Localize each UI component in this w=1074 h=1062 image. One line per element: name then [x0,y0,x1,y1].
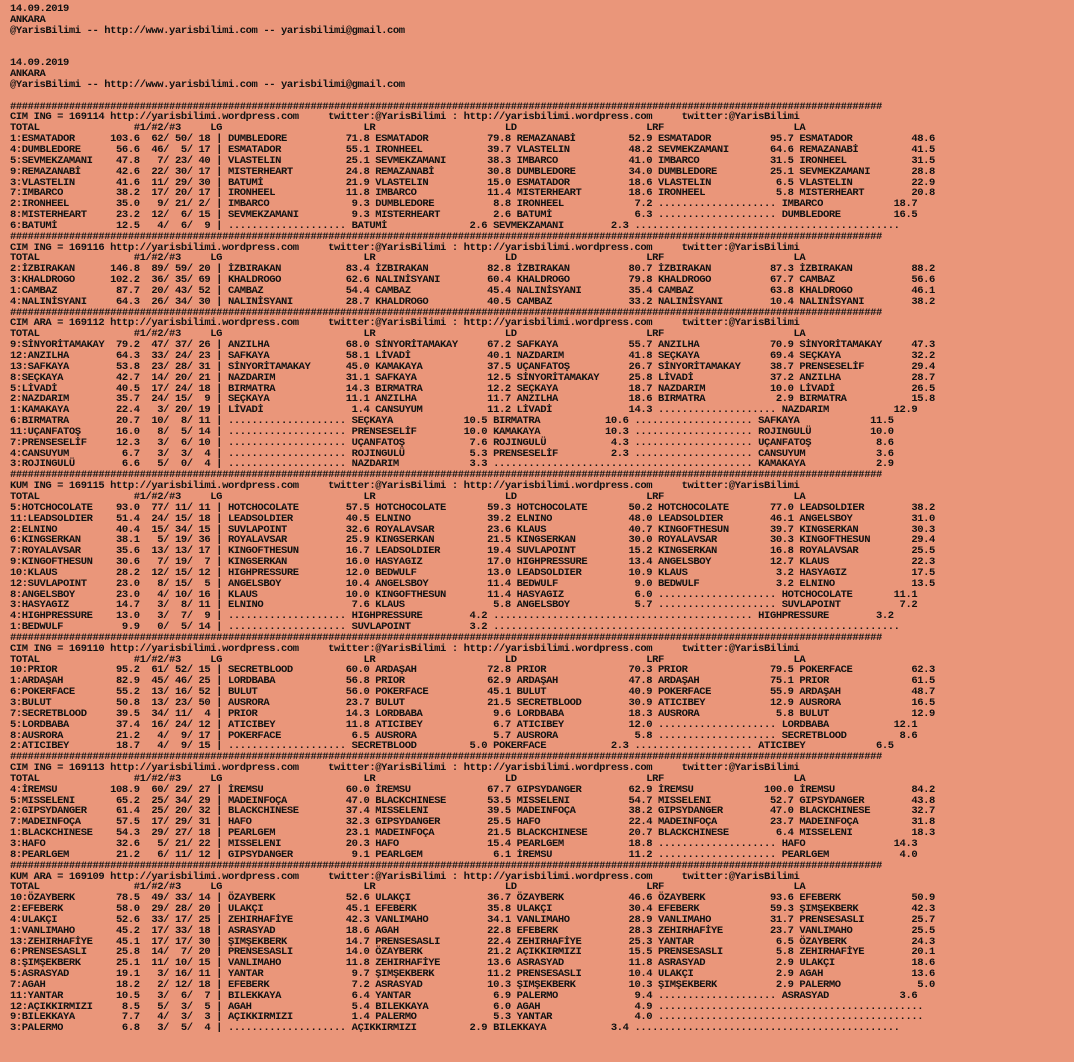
result-row: 2:İZBIRAKAN 146.8 89/ 59/ 20 | İZBIRAKAN 83.4 İZBIRAKAN 82.8 İZBIRAKAN 80.7 İZBIRAKAN 87.3 İZBIRAKAN 88.2 [10,263,935,276]
result-row: 11:YANTAR 10.5 3/ 6/ 7 | BILEKKAYA 6.4 YANTAR 6.9 PALERMO 9.4 .................... ASRASYAD 3.6 [10,989,918,1002]
result-row: 12:SUVLAPOINT 23.0 8/ 15/ 5 | ANGELSBOY 10.4 ANGELSBOY 11.4 BEDWULF 9.0 BEDWULF 3.2 ELNINO 13.5 [10,577,935,590]
report-date: 14.09.2019 [10,57,69,70]
result-row: 12:AÇIKKIRMIZI 8.5 5/ 3/ 5 | AGAH 5.4 BILEKKAYA 6.0 AGAH 4.9 ............................................. [10,1000,924,1013]
result-row: 6:BATUMİ 12.5 4/ 6/ 9 | .................... BATUMİ 2.6 SEVMEKZAMANI 2.3 ............................................. [10,219,900,232]
result-row: 9:REMAZANABİ 42.6 22/ 30/ 17 | MISTERHEART 24.8 REMAZANABİ 30.8 DUMBLEDORE 34.0 DUMBLEDORE 25.1 SEVMEKZAMANI 28.8 [10,165,935,178]
result-row: 4:ULAKÇI 52.6 33/ 17/ 25 | ZEHIRHAFİYE 42.3 VANLIMAHO 34.1 VANLIMAHO 28.9 VANLIMAHO 31.7 PRENSESASLI 25.7 [10,913,935,926]
report-city: ANKARA [10,68,46,81]
column-header: TOTAL #1/#2/#3 LG LR LD LRF LA [10,328,806,341]
column-header: TOTAL #1/#2/#3 LG LR LD LRF LA [10,252,806,265]
result-row: 10:ÖZAYBERK 78.5 49/ 33/ 14 | ÖZAYBERK 52.6 ULAKÇI 36.7 ÖZAYBERK 46.6 ÖZAYBERK 93.6 EFEBERK 50.9 [10,892,935,905]
separator-line: #################################################################################################################################################### [10,751,882,764]
result-row: 7:PRENSESELİF 12.3 3/ 6/ 10 | .................... UÇANFATOŞ 7.6 ROJINGULÜ 4.3 .................... UÇANFATOŞ 8.6 [10,436,894,449]
result-row: 3:ROJINGULÜ 6.6 5/ 0/ 4 | .................... NAZDARIM 3.3 ............................................ KAMAKAYA 2.9 [10,458,894,471]
column-header: TOTAL #1/#2/#3 LG LR LD LRF LA [10,653,806,666]
result-row: 4:NALINİSYANI 64.3 26/ 34/ 30 | NALINİSYANI 28.7 KHALDROGO 40.5 CAMBAZ 33.2 NALINİSYANI 10.4 NALINİSYANI 38.2 [10,295,935,308]
result-row: 10:PRIOR 95.2 61/ 52/ 15 | SECRETBLOOD 60.0 ARDAŞAH 72.8 PRIOR 70.3 PRIOR 79.5 POKERFACE 62.3 [10,664,935,677]
result-row: 8:ŞIMŞEKBERK 25.1 11/ 10/ 15 | VANLIMAHO 11.8 ZEHIRHAFİYE 13.6 ASRASYAD 11.8 ASRASYAD 2.9 ULAKÇI 18.6 [10,957,935,970]
separator-line: #################################################################################################################################################### [10,306,882,319]
report-date: 14.09.2019 [10,3,69,15]
result-row: 6:PRENSESASLI 25.8 14/ 7/ 20 | PRENSESASLI 14.0 ÖZAYBERK 21.2 AÇIKKIRMIZI 15.5 PRENSESASLI 5.8 ZEHIRHAFİYE 20.1 [10,946,935,959]
result-row: 6:POKERFACE 55.2 13/ 16/ 52 | BULUT 56.0 POKERFACE 45.1 BULUT 40.9 POKERFACE 55.9 ARDAŞAH 48.7 [10,686,935,699]
result-row: 2:EFEBERK 58.0 29/ 28/ 20 | ULAKÇI 45.1 EFEBERK 35.8 ULAKÇI 30.4 EFEBERK 59.3 ŞIMŞEKBERK 42.3 [10,903,935,916]
separator-line: #################################################################################################################################################### [10,469,882,482]
result-row: 5:LİVADİ 40.5 17/ 24/ 18 | BIRMATRA 14.3 BIRMATRA 12.2 SEÇKAYA 18.7 NAZDARIM 10.0 LİVADİ 26.5 [10,382,935,395]
result-row: 5:HOTCHOCOLATE 93.0 77/ 11/ 11 | HOTCHOCOLATE 57.5 HOTCHOCOLATE 59.3 HOTCHOCOLATE 50.2 HOTCHOCOLATE 77.0 LEADSOLDIER 38.2 [10,501,935,514]
result-row: 1:BLACKCHINESE 54.3 29/ 27/ 18 | PEARLGEM 23.1 MADEINFOÇA 21.5 BLACKCHINESE 20.7 BLACKCHINESE 6.4 MISSELENI 18.3 [10,827,935,840]
column-header: TOTAL #1/#2/#3 LG LR LD LRF LA [10,881,806,894]
race-header: CIM ARA = 169112 http://yarisbilimi.wordpress.com twitter:@YarisBilimi : http://yarisbilimi.wordpress.com twitter:@YarisBilimi [10,317,800,330]
separator-line: #################################################################################################################################################### [10,100,882,113]
blank-line [10,37,1074,48]
race-header: KUM ARA = 169109 http://yarisbilimi.wordpress.com twitter:@YarisBilimi : http://yarisbilimi.wordpress.com twitter:@YarisBilimi [10,870,800,883]
result-row: 2:ATICIBEY 18.7 4/ 9/ 15 | .................... SECRETBLOOD 5.0 POKERFACE 2.3 .................... ATICIBEY 6.5 [10,740,894,753]
result-row: 8:ANGELSBOY 23.0 4/ 10/ 16 | KLAUS 10.0 KINGOFTHESUN 11.4 HASYAGIZ 6.0 .................... HOTCHOCOLATE 11.1 [10,588,918,601]
result-row: 5:LORDBABA 37.4 16/ 24/ 12 | ATICIBEY 11.8 ATICIBEY 6.7 ATICIBEY 12.0 .................... LORDBABA 12.1 [10,718,918,731]
result-row: 4:CANSUYUM 6.7 3/ 3/ 4 | .................... ROJINGULÜ 5.3 PRENSESELİF 2.3 .................... CANSUYUM 3.6 [10,447,894,460]
result-row: 7:SECRETBLOOD 39.5 34/ 11/ 4 | PRIOR 14.3 LORDBABA 9.6 LORDBABA 18.3 AUSRORA 5.8 BULUT 12.9 [10,707,935,720]
race-header: CIM ING = 169113 http://yarisbilimi.wordpress.com twitter:@YarisBilimi : http://yarisbilimi.wordpress.com twitter:@YarisBilimi [10,762,800,775]
column-header: TOTAL #1/#2/#3 LG LR LD LRF LA [10,490,806,503]
result-row: 5:SEVMEKZAMANI 47.8 7/ 23/ 40 | VLASTELIN 25.1 SEVMEKZAMANI 38.3 IMBARCO 41.0 IMBARCO 31.5 IRONHEEL 31.5 [10,154,935,167]
race-header: KUM ING = 169115 http://yarisbilimi.wordpress.com twitter:@YarisBilimi : http://yarisbilimi.wordpress.com twitter:@YarisBilimi [10,480,800,493]
result-row: 11:LEADSOLDIER 51.4 24/ 15/ 18 | LEADSOLDIER 40.5 ELNINO 39.2 ELNINO 48.0 LEADSOLDIER 46.1 ANGELSBOY 31.0 [10,512,935,525]
result-row: 3:PALERMO 6.8 3/ 5/ 4 | .................... AÇIKKIRMIZI 2.9 BILEKKAYA 3.4 ............................................. [10,1022,900,1035]
result-row: 8:AUSRORA 21.2 4/ 9/ 17 | POKERFACE 6.5 AUSRORA 5.7 AUSRORA 5.8 .................... SECRETBLOOD 8.6 [10,729,918,742]
report-city: ANKARA [10,13,46,26]
result-row: 3:HASYAGIZ 14.7 3/ 8/ 11 | ELNINO 7.6 KLAUS 5.8 ANGELSBOY 5.7 .................... SUVLAPOINT 7.2 [10,599,918,612]
separator-line: #################################################################################################################################################### [10,859,882,872]
result-row: 1:KAMAKAYA 22.4 3/ 20/ 19 | LİVADİ 1.4 CANSUYUM 11.2 LİVADİ 14.3 .................... NAZDARIM 12.9 [10,404,918,417]
race-header: CIM ING = 169110 http://yarisbilimi.wordpress.com twitter:@YarisBilimi : http://yarisbilimi.wordpress.com twitter:@YarisBilimi [10,642,800,655]
result-row: 7:MADEINFOÇA 57.5 17/ 29/ 31 | HAFO 32.3 GIPSYDANGER 25.5 HAFO 22.4 MADEINFOÇA 23.7 MADEINFOÇA 31.8 [10,816,935,829]
result-row: 8:SEÇKAYA 42.7 14/ 20/ 21 | NAZDARIM 31.1 SAFKAYA 12.5 SİNYORİTAMAKAY 25.8 LİVADİ 37.2 ANZILHA 28.7 [10,371,935,384]
result-row: 2:ELNINO 40.4 15/ 34/ 15 | SUVLAPOINT 32.6 ROYALAVSAR 23.6 KLAUS 40.7 KINGOFTHESUN 39.7 KINGSERKAN 30.3 [10,523,935,536]
result-row: 3:HAFO 32.6 5/ 21/ 22 | MISSELENI 20.3 HAFO 15.4 PEARLGEM 18.8 .................... HAFO 14.3 [10,837,918,850]
result-row: 7:AGAH 18.2 2/ 12/ 18 | EFEBERK 7.2 ASRASYAD 10.3 ŞIMŞEKBERK 10.3 ŞIMŞEKBERK 2.9 PALERMO 5.0 [10,978,935,991]
column-header: TOTAL #1/#2/#3 LG LR LD LRF LA [10,122,806,135]
result-row: 2:GIPSYDANGER 61.4 25/ 20/ 32 | BLACKCHINESE 37.4 MISSELENI 39.5 MADEINFOÇA 38.2 GIPSYDANGER 47.0 BLACKCHINESE 32.7 [10,805,935,818]
result-row: 10:KLAUS 28.2 12/ 15/ 12 | HIGHPRESSURE 12.0 BEDWULF 13.0 LEADSOLDIER 10.9 KLAUS 3.2 HASYAGIZ 17.5 [10,566,935,579]
contact-line: @YarisBilimi -- http://www.yarisbilimi.com -- yarisbilimi@gmail.com [10,24,405,37]
result-row: 13:SAFKAYA 53.8 23/ 28/ 31 | SİNYORİTAMAKAY 45.0 KAMAKAYA 37.5 UÇANFATOŞ 26.7 SİNYORİTAMAKAY 38.7 PRENSESELİF 29.4 [10,360,935,373]
result-row: 12:ANZILHA 64.3 33/ 24/ 23 | SAFKAYA 58.1 LİVADİ 40.1 NAZDARIM 41.8 SEÇKAYA 69.4 SEÇKAYA 32.2 [10,350,935,362]
column-header: TOTAL #1/#2/#3 LG LR LD LRF LA [10,772,806,785]
result-row: 9:SİNYORİTAMAKAY 79.2 47/ 37/ 26 | ANZILHA 68.0 SİNYORİTAMAKAY 67.2 SAFKAYA 55.7 ANZILHA 70.9 SİNYORİTAMAKAY 47.3 [10,339,935,352]
result-row: 11:UÇANFATOŞ 16.0 8/ 5/ 14 | .................... PRENSESELİF 10.0 KAMAKAYA 10.3 .................... ROJINGULÜ 10.0 [10,425,894,438]
result-row: 6:KINGSERKAN 38.1 5/ 19/ 36 | ROYALAVSAR 25.9 KINGSERKAN 21.5 KINGSERKAN 30.0 ROYALAVSAR 30.3 KINGOFTHESUN 29.4 [10,534,935,547]
result-row: 1:ARDAŞAH 82.9 45/ 46/ 25 | LORDBABA 56.8 PRIOR 62.9 ARDAŞAH 47.8 ARDAŞAH 75.1 PRIOR 61.5 [10,675,935,688]
result-row: 9:BILEKKAYA 7.7 4/ 3/ 3 | AÇIKKIRMIZI 1.4 PALERMO 5.3 YANTAR 4.0 ............................................. [10,1011,924,1024]
result-row: 1:CAMBAZ 87.7 20/ 43/ 52 | CAMBAZ 54.4 CAMBAZ 45.4 NALINİSYANI 35.4 CAMBAZ 63.8 KHALDROGO 46.1 [10,284,935,297]
result-row: 8:PEARLGEM 21.2 6/ 11/ 12 | GIPSYDANGER 9.1 PEARLGEM 6.1 İREMSU 11.2 .................... PEARLGEM 4.0 [10,848,918,861]
result-row: 4:DUMBLEDORE 56.6 46/ 5/ 17 | ESMATADOR 55.1 IRONHEEL 39.7 VLASTELIN 48.2 SEVMEKZAMANI 64.6 REMAZANABİ 41.5 [10,143,935,156]
result-row: 1:BEDWULF 9.9 0/ 5/ 14 | .................... SUVLAPOINT 3.2 ..................................................................... [10,621,900,634]
result-row: 8:MISTERHEART 23.2 12/ 6/ 15 | SEVMEKZAMANI 9.3 MISTERHEART 2.6 BATUMİ 6.3 .................... DUMBLEDORE 16.5 [10,209,918,222]
result-row: 1:ESMATADOR 103.6 62/ 50/ 18 | DUMBLEDORE 71.8 ESMATADOR 79.8 REMAZANABİ 52.9 ESMATADOR 95.7 ESMATADOR 48.6 [10,133,935,146]
separator-line: #################################################################################################################################################### [10,631,882,644]
result-row: 2:IRONHEEL 35.0 9/ 21/ 2/ | IMBARCO 9.3 DUMBLEDORE 8.8 IRONHEEL 7.2 .................... IMBARCO 18.7 [10,198,918,211]
result-row: 4:İREMSU 108.9 60/ 29/ 27 | İREMSU 60.0 İREMSU 67.7 GIPSYDANGER 62.9 İREMSU 100.0 İREMSU 84.2 [10,783,935,796]
result-row: 3:BULUT 50.8 13/ 23/ 50 | AUSRORA 23.7 BULUT 21.5 SECRETBLOOD 30.9 ATICIBEY 12.9 AUSRORA 16.5 [10,697,935,709]
blank-line [10,91,1074,102]
result-row: 4:HIGHPRESSURE 13.0 3/ 7/ 9 | .................... HIGHPRESSURE 4.2 ............................................ HIGHPRESSURE 3.2 [10,610,894,623]
result-row: 5:MISSELENI 65.2 25/ 34/ 29 | MADEINFOÇA 47.0 BLACKCHINESE 53.5 MISSELENI 54.7 MISSELENI 52.7 GIPSYDANGER 43.8 [10,794,935,807]
result-row: 2:NAZDARIM 35.7 24/ 15/ 9 | SEÇKAYA 11.1 ANZILHA 11.7 ANZILHA 18.6 BIRMATRA 2.9 BIRMATRA 15.8 [10,393,935,406]
race-header: CIM ING = 169116 http://yarisbilimi.wordpress.com twitter:@YarisBilimi : http://yarisbilimi.wordpress.com twitter:@YarisBilimi [10,241,800,254]
separator-line: #################################################################################################################################################### [10,230,882,243]
result-row: 7:IMBARCO 38.2 17/ 20/ 17 | IRONHEEL 11.8 IMBARCO 11.4 MISTERHEART 18.6 IRONHEEL 5.8 MISTERHEART 20.8 [10,187,935,200]
race-header: CIM ING = 169114 http://yarisbilimi.wordpress.com twitter:@YarisBilimi : http://yarisbilimi.wordpress.com twitter:@YarisBilimi [10,111,800,124]
result-row: 6:BIRMATRA 20.7 10/ 8/ 11 | .................... SEÇKAYA 10.5 BIRMATRA 10.6 .................... SAFKAYA 11.5 [10,415,894,428]
result-row: 3:VLASTELIN 41.6 11/ 29/ 30 | BATUMİ 21.9 VLASTELIN 15.0 ESMATADOR 18.6 VLASTELIN 6.5 VLASTELIN 22.9 [10,176,935,189]
result-row: 1:VANLIMAHO 45.2 17/ 33/ 18 | ASRASYAD 18.6 AGAH 22.8 EFEBERK 28.3 ZEHIRHAFİYE 23.7 VANLIMAHO 25.5 [10,924,935,937]
result-row: 9:KINGOFTHESUN 30.6 7/ 19/ 7 | KINGSERKAN 16.0 HASYAGIZ 17.0 HIGHPRESSURE 13.4 ANGELSBOY 12.7 KLAUS 22.3 [10,556,935,569]
blank-line [10,47,1074,58]
result-row: 7:ROYALAVSAR 35.6 13/ 13/ 17 | KINGOFTHESUN 16.7 LEADSOLDIER 19.4 SUVLAPOINT 15.2 KINGSERKAN 16.8 ROYALAVSAR 25.5 [10,545,935,558]
result-row: 5:ASRASYAD 19.1 3/ 16/ 11 | YANTAR 9.7 ŞIMŞEKBERK 11.2 PRENSESASLI 10.4 ULAKÇI 2.9 AGAH 13.6 [10,968,935,981]
contact-line: @YarisBilimi -- http://www.yarisbilimi.com -- yarisbilimi@gmail.com [10,78,405,91]
result-row: 3:KHALDROGO 102.2 36/ 35/ 69 | KHALDROGO 62.6 NALINİSYANI 60.4 KHALDROGO 79.8 KHALDROGO 67.7 CAMBAZ 56.6 [10,274,935,287]
result-row: 13:ZEHIRHAFİYE 45.1 17/ 17/ 30 | ŞIMŞEKBERK 14.7 PRENSESASLI 22.4 ZEHIRHAFİYE 25.3 YANTAR 6.5 ÖZAYBERK 24.3 [10,935,935,948]
